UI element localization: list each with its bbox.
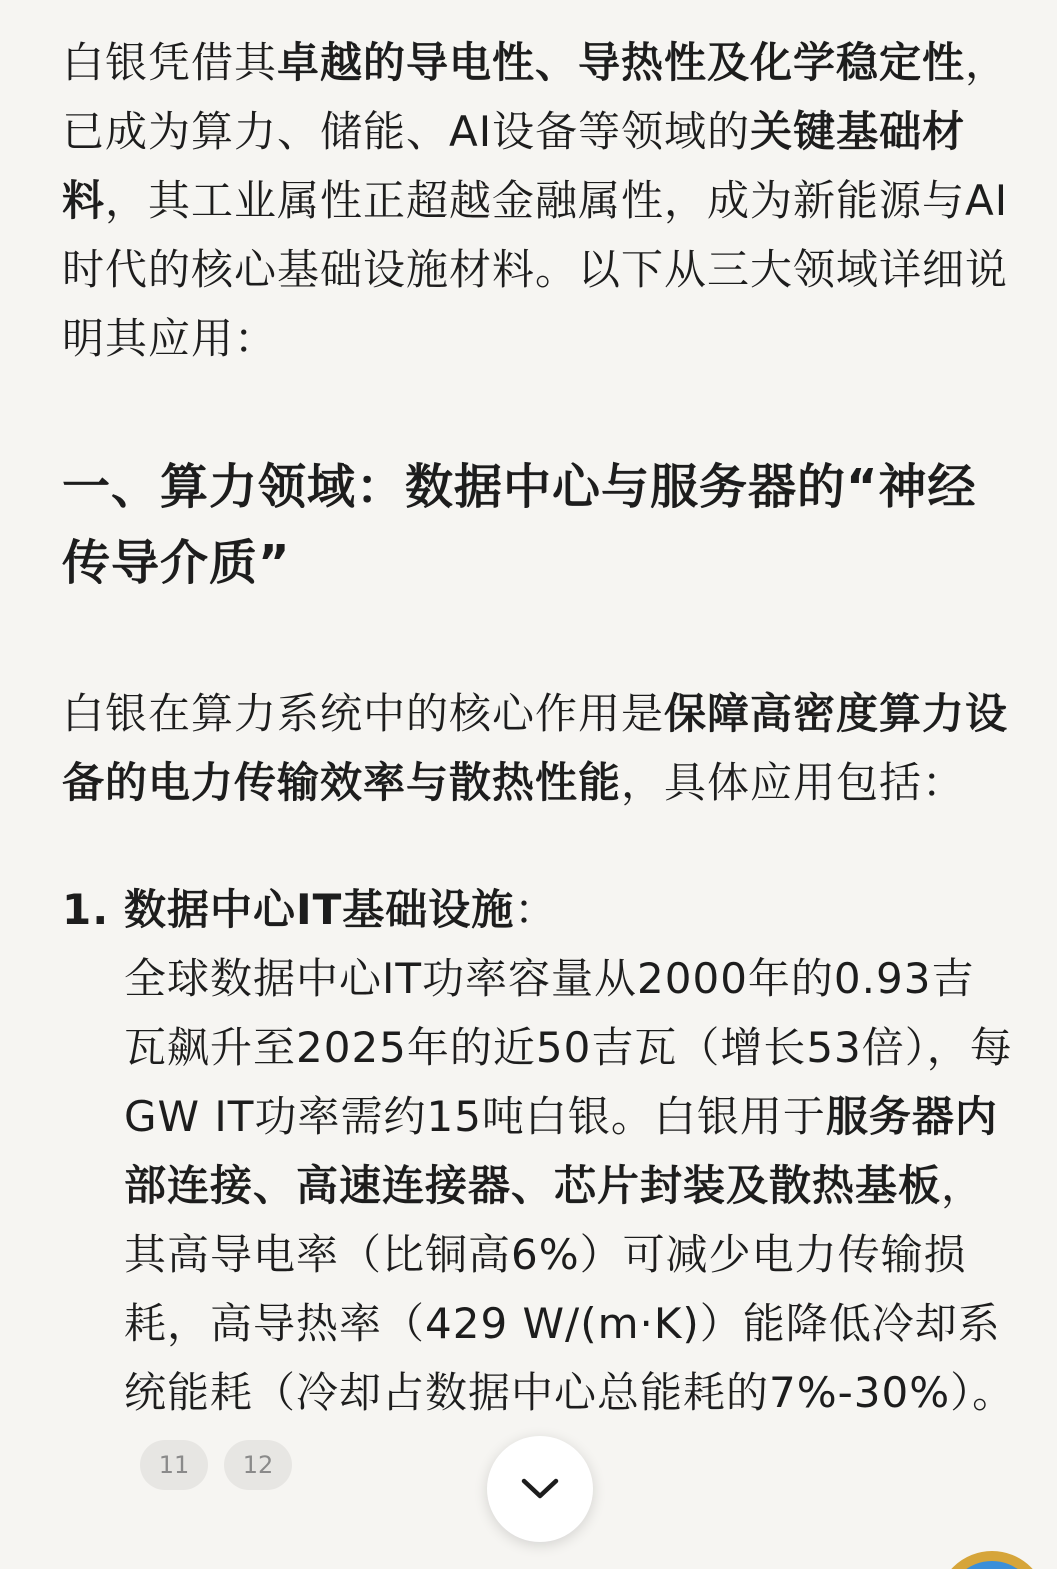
list-item-title-colon: ： bbox=[514, 885, 558, 934]
scroll-down-button[interactable] bbox=[487, 1436, 593, 1542]
list-item bbox=[62, 875, 1017, 1496]
article-content bbox=[62, 28, 1017, 1496]
intro-text-3: ，其工业属性正超越金融属性，成为新能源与AI时代的核心基础设施材料。以下从三大领域详细说明其应用： bbox=[62, 176, 1009, 363]
floating-avatar-edge[interactable] bbox=[897, 1551, 1057, 1569]
list-item-title: 数据中心IT基础设施 bbox=[124, 885, 515, 934]
item-desc-text-2: ，其高导电率（比铜高6%）可减少电力传输损耗，高导热率（429 W/(m·K)）能降低冷却系统能耗（冷却占数据中心总能耗的7%-30%）。 bbox=[124, 1161, 1016, 1417]
citation-chip[interactable]: 12 bbox=[224, 1440, 292, 1490]
list-item-description bbox=[124, 944, 1017, 1496]
section-heading: 一、算力领域：数据中心与服务器的“神经传导介质” bbox=[62, 459, 977, 591]
intro-bold-1: 卓越的导电性、导热性及化学稳定性 bbox=[277, 38, 966, 87]
item-desc-bold-1: 服务器内部连接、高速连接器、芯片封装及散热基板 bbox=[124, 1092, 998, 1210]
list-item-number: 1. bbox=[62, 885, 110, 934]
lead-text-2: ，具体应用包括： bbox=[621, 758, 966, 807]
citation-chip[interactable]: 11 bbox=[140, 1440, 208, 1490]
intro-paragraph bbox=[62, 28, 1017, 373]
item-desc-text-1: 全球数据中心IT功率容量从2000年的0.93吉瓦飙升至2025年的近50吉瓦（增长53倍），每GW IT功率需约15吨白银。白银用于 bbox=[124, 954, 1013, 1141]
numbered-list bbox=[62, 875, 1017, 1496]
lead-text-1: 白银在算力系统中的核心作用是 bbox=[62, 689, 665, 738]
intro-bold-2: 关键基础材料 bbox=[62, 107, 966, 225]
section-lead-paragraph bbox=[62, 679, 1017, 817]
lead-bold-1: 保障高密度算力设备的电力传输效率与散热性能 bbox=[62, 689, 1009, 807]
chevron-down-icon bbox=[520, 1477, 560, 1501]
intro-text-1: 白银凭借其 bbox=[62, 38, 278, 87]
intro-text-2: ，已成为算力、储能、AI设备等领域的 bbox=[62, 38, 1009, 156]
